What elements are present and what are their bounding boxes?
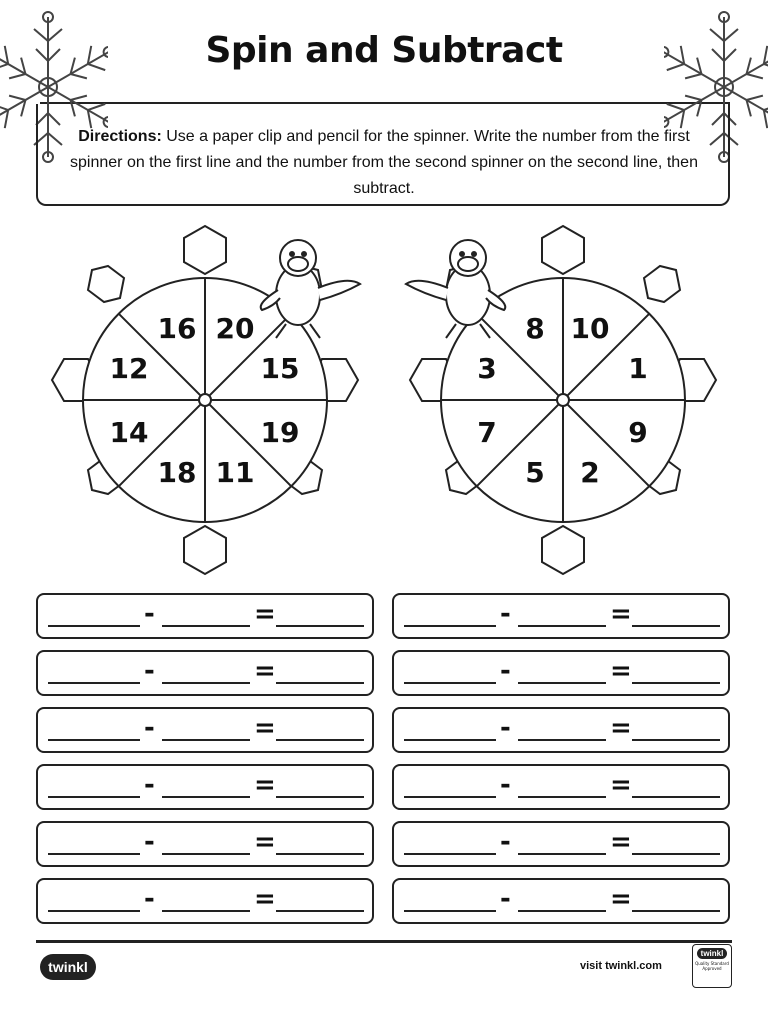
answer-blank-result[interactable]: [632, 853, 720, 855]
twinkl-logo[interactable]: twinkl: [40, 954, 96, 980]
minus-sign: -: [500, 599, 511, 629]
equation-row: [36, 650, 374, 696]
page-title: Spin and Subtract: [205, 30, 563, 71]
answer-blank-result[interactable]: [632, 796, 720, 798]
spinner-number: 12: [109, 352, 149, 385]
answer-blank-first[interactable]: [404, 682, 496, 684]
spinner-number: 1: [628, 352, 648, 385]
equals-sign: =: [610, 770, 632, 800]
answer-blank-second[interactable]: [518, 853, 606, 855]
answer-blank-first[interactable]: [48, 739, 140, 741]
spinner-number: 5: [525, 456, 545, 489]
answer-blank-result[interactable]: [276, 682, 364, 684]
minus-sign: -: [144, 770, 155, 800]
answer-blank-first[interactable]: [48, 625, 140, 627]
answer-blank-result[interactable]: [276, 853, 364, 855]
answer-blank-second[interactable]: [162, 682, 250, 684]
minus-sign: -: [500, 827, 511, 857]
spinner-right[interactable]: [388, 220, 738, 580]
spinner-number: 20: [215, 312, 255, 345]
spinner-left[interactable]: [30, 220, 380, 580]
equals-sign: =: [610, 599, 632, 629]
equals-sign: =: [254, 656, 276, 686]
minus-sign: -: [144, 656, 155, 686]
badge-logo: twinkl: [697, 948, 727, 959]
answer-blank-second[interactable]: [162, 910, 250, 912]
minus-sign: -: [144, 599, 155, 629]
equation-row: [392, 821, 730, 867]
answer-blank-result[interactable]: [276, 625, 364, 627]
directions-body: Use a paper clip and pencil for the spinner. Write the number from the first spinner on the first line and the number from the second spinner on the second line, then subtract.: [70, 128, 698, 197]
answer-blank-second[interactable]: [518, 682, 606, 684]
answer-blank-second[interactable]: [162, 796, 250, 798]
equation-row: [36, 878, 374, 924]
spinner-number: 19: [260, 416, 300, 449]
equals-sign: =: [254, 599, 276, 629]
spinner-number: 14: [109, 416, 149, 449]
answer-blank-second[interactable]: [518, 625, 606, 627]
spinner-number: 2: [580, 456, 600, 489]
spinner-number: 7: [477, 416, 497, 449]
spinner-number: 16: [157, 312, 197, 345]
answer-blank-second[interactable]: [162, 739, 250, 741]
answer-blank-second[interactable]: [518, 910, 606, 912]
answer-blank-first[interactable]: [404, 796, 496, 798]
equals-sign: =: [254, 713, 276, 743]
answer-blank-result[interactable]: [632, 910, 720, 912]
equation-row: [36, 593, 374, 639]
answer-blank-first[interactable]: [404, 625, 496, 627]
equation-row: [36, 707, 374, 753]
equation-row: [392, 707, 730, 753]
equation-row: [392, 878, 730, 924]
spinner-number: 15: [260, 352, 300, 385]
equation-row: [392, 593, 730, 639]
spinner-number: 3: [477, 352, 497, 385]
answer-blank-result[interactable]: [632, 682, 720, 684]
answer-blank-second[interactable]: [518, 739, 606, 741]
equation-row: [392, 764, 730, 810]
directions-text: [56, 124, 712, 202]
spinner-number: 11: [215, 456, 255, 489]
quality-badge: [692, 944, 732, 988]
answer-blank-second[interactable]: [162, 625, 250, 627]
answer-blank-first[interactable]: [48, 796, 140, 798]
equation-row: [36, 821, 374, 867]
answer-blank-first[interactable]: [48, 682, 140, 684]
equals-sign: =: [610, 713, 632, 743]
minus-sign: -: [500, 656, 511, 686]
minus-sign: -: [500, 713, 511, 743]
equals-sign: =: [610, 656, 632, 686]
directions-label: Directions:: [78, 128, 162, 145]
spinner-number: 10: [570, 312, 610, 345]
answer-blank-result[interactable]: [632, 739, 720, 741]
answer-blank-result[interactable]: [632, 625, 720, 627]
equals-sign: =: [254, 884, 276, 914]
equals-sign: =: [610, 827, 632, 857]
minus-sign: -: [500, 770, 511, 800]
answer-blank-first[interactable]: [48, 853, 140, 855]
spinner-number: 18: [157, 456, 197, 489]
equation-row: [392, 650, 730, 696]
minus-sign: -: [144, 713, 155, 743]
answer-blank-first[interactable]: [404, 853, 496, 855]
equation-row: [36, 764, 374, 810]
spinner-number: 9: [628, 416, 648, 449]
equals-sign: =: [610, 884, 632, 914]
answer-blank-first[interactable]: [404, 739, 496, 741]
answer-blank-second[interactable]: [162, 853, 250, 855]
minus-sign: -: [144, 827, 155, 857]
footer-divider: [36, 940, 732, 943]
answer-blank-result[interactable]: [276, 739, 364, 741]
minus-sign: -: [500, 884, 511, 914]
badge-text: Quality Standard Approved: [695, 961, 729, 971]
spinner-number: 8: [525, 312, 545, 345]
visit-link[interactable]: visit twinkl.com: [580, 960, 662, 972]
equals-sign: =: [254, 770, 276, 800]
answer-blank-first[interactable]: [48, 910, 140, 912]
answer-blank-second[interactable]: [518, 796, 606, 798]
answer-blank-first[interactable]: [404, 910, 496, 912]
answer-blank-result[interactable]: [276, 910, 364, 912]
minus-sign: -: [144, 884, 155, 914]
answer-blank-result[interactable]: [276, 796, 364, 798]
equals-sign: =: [254, 827, 276, 857]
